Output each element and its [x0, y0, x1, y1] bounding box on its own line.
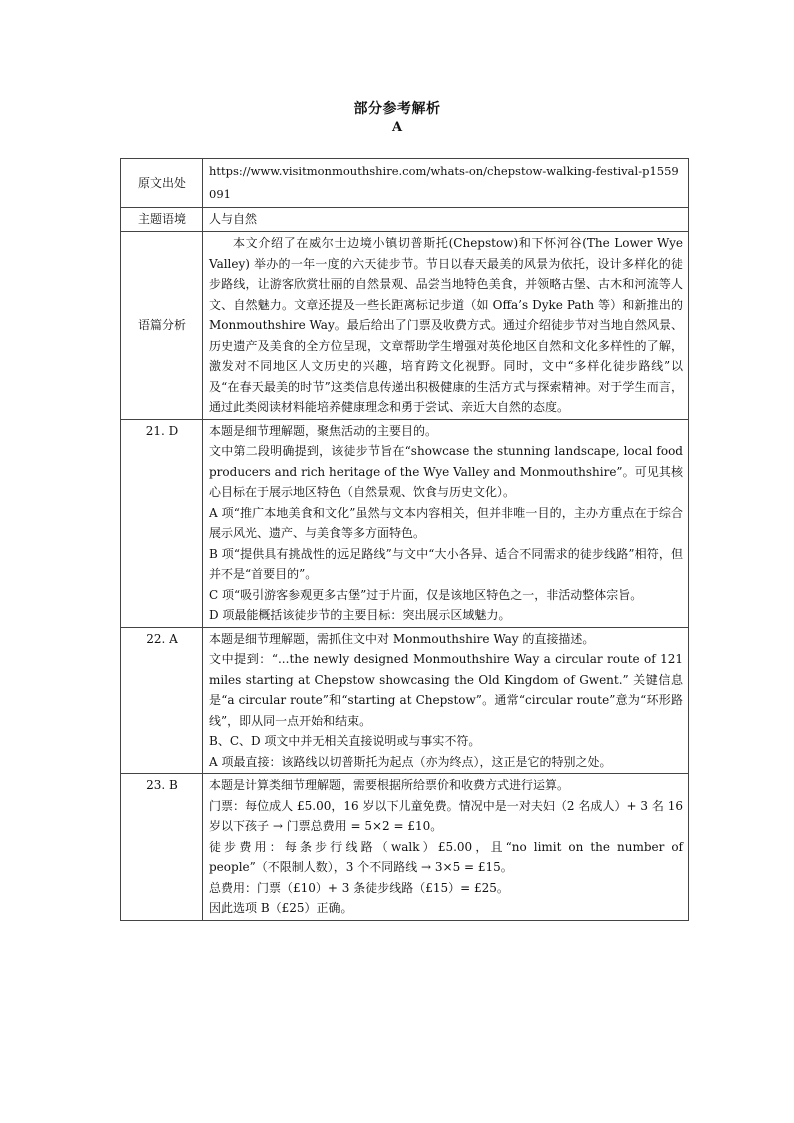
explanation-line: 文中提到：“...the newly designed Monmouthshire Way a circular route of 121 miles starting at Chepstow showcasing the Old Kingdom of Gwent.” 关键信息是“a circular route”和“starting at Chepstow”。通常“circular route”意为“环形路线”，即从同一点开始和结束。	[209, 652, 683, 728]
explanation-line: 本题是计算类细节理解题，需要根据所给票价和收费方式进行运算。	[209, 778, 570, 792]
explanation-line: 因此选项 B（£25）正确。	[209, 901, 353, 915]
explanation-line: A 项最直接：该路线以切普斯托为起点（亦为终点），这正是它的特别之处。	[209, 754, 612, 769]
theme-cell	[203, 208, 689, 232]
source-row	[121, 159, 689, 208]
theme-label: 主题语境	[121, 208, 203, 232]
explanation-line: 徒步费用：每条步行线路（walk）£5.00，且“no limit on the number of people”（不限制人数），3 个不同路线 → 3×5 = £15。	[209, 839, 683, 874]
theme-value: 人与自然	[209, 212, 258, 226]
explanation-line: B 项“提供具有挑战性的远足路线”与文中“大小各异、适合不同需求的徒步线路”相符，但并不是“首要目的”。	[209, 546, 683, 581]
source-label: 原文出处	[121, 159, 203, 208]
explanation-line: 本题是细节理解题，聚焦活动的主要目的。	[209, 423, 438, 438]
question-explanation	[203, 419, 689, 627]
analysis-table	[120, 158, 689, 921]
explanation-line: A 项“推广本地美食和文化”虽然与文本内容相关，但并非唯一目的，主办方重点在于综合展示风光、遗产、与美食等多方面特色。	[209, 505, 683, 540]
explanation-line: D 项最能概括该徒步节的主要目标：突出展示区域魅力。	[209, 608, 511, 622]
page-subtitle: A	[391, 120, 403, 135]
explanation-line: 总费用：门票（£10）+ 3 条徒步线路（£15）= £25。	[209, 880, 509, 895]
explanation-line: 门票：每位成人 £5.00，16 岁以下儿童免费。情况中是一对夫妇（2 名成人）+ 3 名 16 岁以下孩子 → 门票总费用 = 5×2 = £10。	[209, 798, 683, 833]
question-row-21	[121, 419, 689, 627]
analysis-cell	[203, 232, 689, 420]
source-cell	[203, 159, 689, 208]
analysis-label: 语篇分析	[121, 232, 203, 420]
question-explanation	[203, 774, 689, 921]
question-number: 23. B	[121, 774, 203, 921]
source-url: https://www.visitmonmouthshire.com/whats-on/chepstow-walking-festival-p1559091	[209, 164, 679, 201]
explanation-line: 文中第二段明确提到，该徒步节旨在“showcase the stunning landscape, local food producers and rich heritage of the Wye Valley and Monmouthshire”。可见其核心目标在于展示地区特色（自然景观、饮食与历史文化）。	[209, 444, 683, 499]
question-row-23	[121, 774, 689, 921]
analysis-row	[121, 232, 689, 420]
page-title: 部分参考解析	[353, 101, 441, 117]
analysis-text: 本文介绍了在威尔士边境小镇切普斯托(Chepstow)和下怀河谷(The Lower Wye Valley) 举办的一年一度的六天徒步节。节日以春天最美的风景为依托，设计多样化的徒步路线，让游客欣赏壮丽的自然景观、品尝当地特色美食，并领略古堡、古木和河流等人文、自然魅力。文章还提及一些长距离标记步道（如 Offa’s Dyke Path 等）和新推出的 Monmouthshire Way。最后给出了门票及收费方式。通过介绍徒步节对当地自然风景、历史遗产及美食的全方位呈现，文章帮助学生增强对英伦地区自然和文化多样性的了解，激发对不同地区人文历史的兴趣，培育跨文化视野。同时，文中“多样化徒步路线”以及“在春天最美的时节”这类信息传递出积极健康的生活方式与探索精神。对于学生而言，通过此类阅读材料能培养健康理念和勇于尝试、亲近大自然的态度。	[209, 236, 683, 414]
explanation-line: B、C、D 项文中并无相关直接说明或与事实不符。	[209, 734, 481, 748]
question-row-22	[121, 627, 689, 774]
question-number: 22. A	[121, 627, 203, 774]
explanation-line: C 项“吸引游客参观更多古堡”过于片面，仅是该地区特色之一，非活动整体宗旨。	[209, 587, 643, 602]
explanation-line: 本题是细节理解题，需抓住文中对 Monmouthshire Way 的直接描述。	[209, 631, 595, 646]
question-explanation	[203, 627, 689, 774]
question-number: 21. D	[121, 419, 203, 627]
theme-row	[121, 208, 689, 232]
